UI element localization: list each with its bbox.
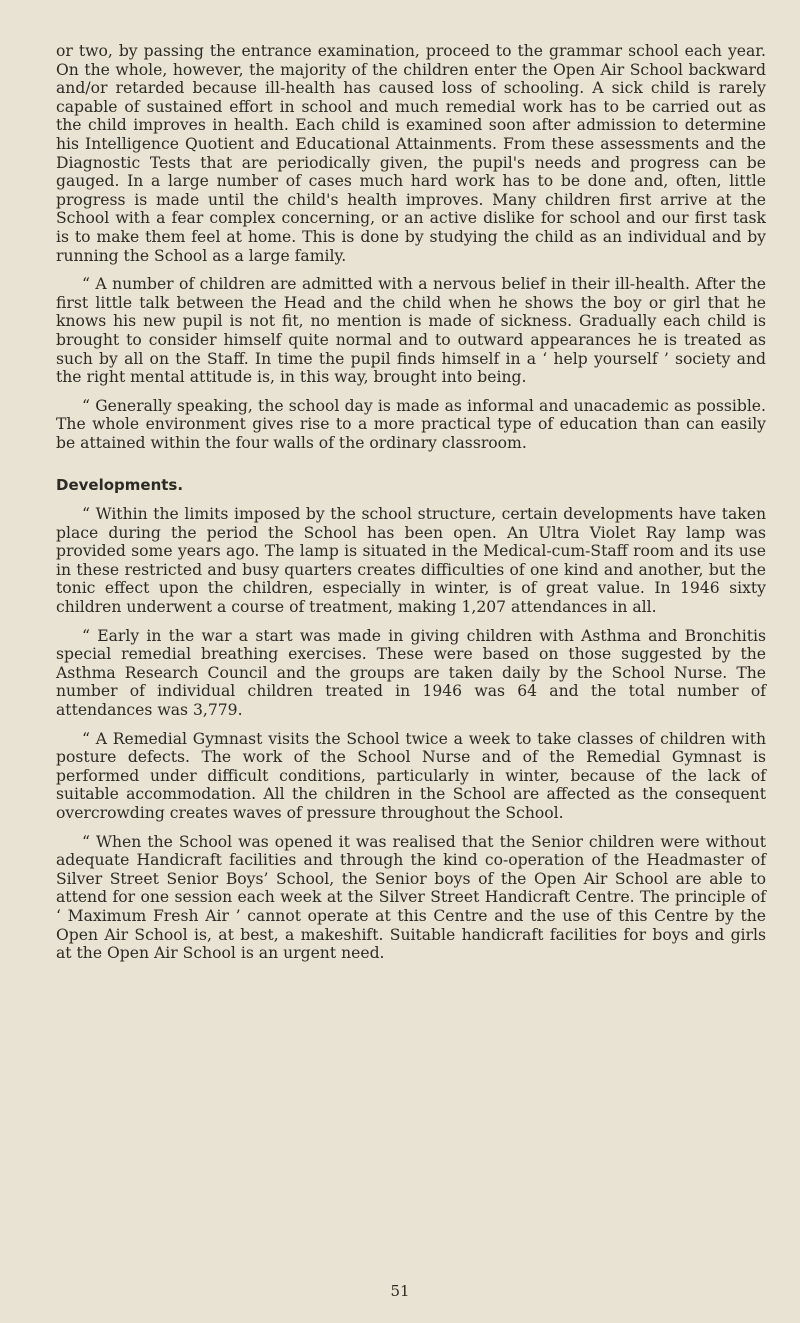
paragraph-6: “ A Remedial Gymnast visits the School twice a week to take classes of children with posture defects. The work of the School Nurse and of the Remedial Gymnast is performed under difficult conditions, particularly in winter, because of the lack of suitable accommodation. All the children in the School are affected as the consequent overcrowding creates waves of pressure throughout the School. xyxy=(56,729,766,822)
paragraph-5: “ Early in the war a start was made in giving children with Asthma and Bronchitis special remedial breathing exercises. These were based on those suggested by the Asthma Research Council and the groups are taken daily by the School Nurse. The number of individual children treated in 1946 was 64 and the total number of attendances was 3,779. xyxy=(56,626,766,719)
paragraph-3: “ Generally speaking, the school day is made as informal and unacademic as possible. The whole environment gives rise to a more practical type of education than can easily be attained within the four walls of the ordinary classroom. xyxy=(56,396,766,452)
section-heading: Developments. xyxy=(56,476,184,495)
paragraph-2: “ A number of children are admitted with a nervous belief in their ill-health. After the first little talk between the Head and the child when he shows the boy or girl that he knows his new pupil is not fit, no mention is made of sickness. Gradually each child is brought to consider himself quite normal and to outward appearances he is treated as such by all on the Staff. In time the pupil finds himself in a ‘ help yourself ’ society and the right mental attitude is, in this way, brought into being. xyxy=(56,275,766,387)
page-number: 51 xyxy=(390,1282,410,1300)
paragraph-7: “ When the School was opened it was realised that the Senior children were without adequate Handicraft facilities and through the kind co-operation of the Headmaster of Silver Street Senior Boys’ School, the Senior boys of the Open Air School are able to attend for one session each week at the Silver Street Handicraft Centre. The principle of ‘ Maximum Fresh Air ’ cannot operate at this Centre and the use of this Centre by the Open Air School is, at best, a makeshift. Suitable handicraft facilities for boys and girls at the Open Air School is an urgent need. xyxy=(56,832,766,963)
paragraph-4: “ Within the limits imposed by the school structure, certain developments have taken place during the period the School has been open. An Ultra Violet Ray lamp was provided some years ago. The lamp is situated in the Medical-cum-Staff room and its use in these restricted and busy quarters creates difficulties of one kind and another, but the tonic effect upon the children, especially in winter, is of great value. In 1946 sixty children underwent a course of treatment, making 1,207 attendances in all. xyxy=(56,505,766,617)
paragraph-1: or two, by passing the entrance examination, proceed to the grammar school each year. On the whole, however, the majority of the children enter the Open Air School backward and/or retarded because ill-health has caused loss of schooling. A sick child is rarely capable of sustained effort in school and much remedial work has to be carried out as the child improves in health. Each child is examined soon after admission to determine his Intelligence Quotient and Educational Attainments. From these assessments and the Diagnostic Tests that are periodically given, the pupil's needs and progress can be gauged. In a large number of cases much hard work has to be done and, often, little progress is made until the child's health improves. Many children first arrive at the School with a fear complex concerning, or an active dislike for school and our first task is to make them feel at home. This is done by studying the child as an individual and by running the School as a large family. xyxy=(56,42,766,265)
